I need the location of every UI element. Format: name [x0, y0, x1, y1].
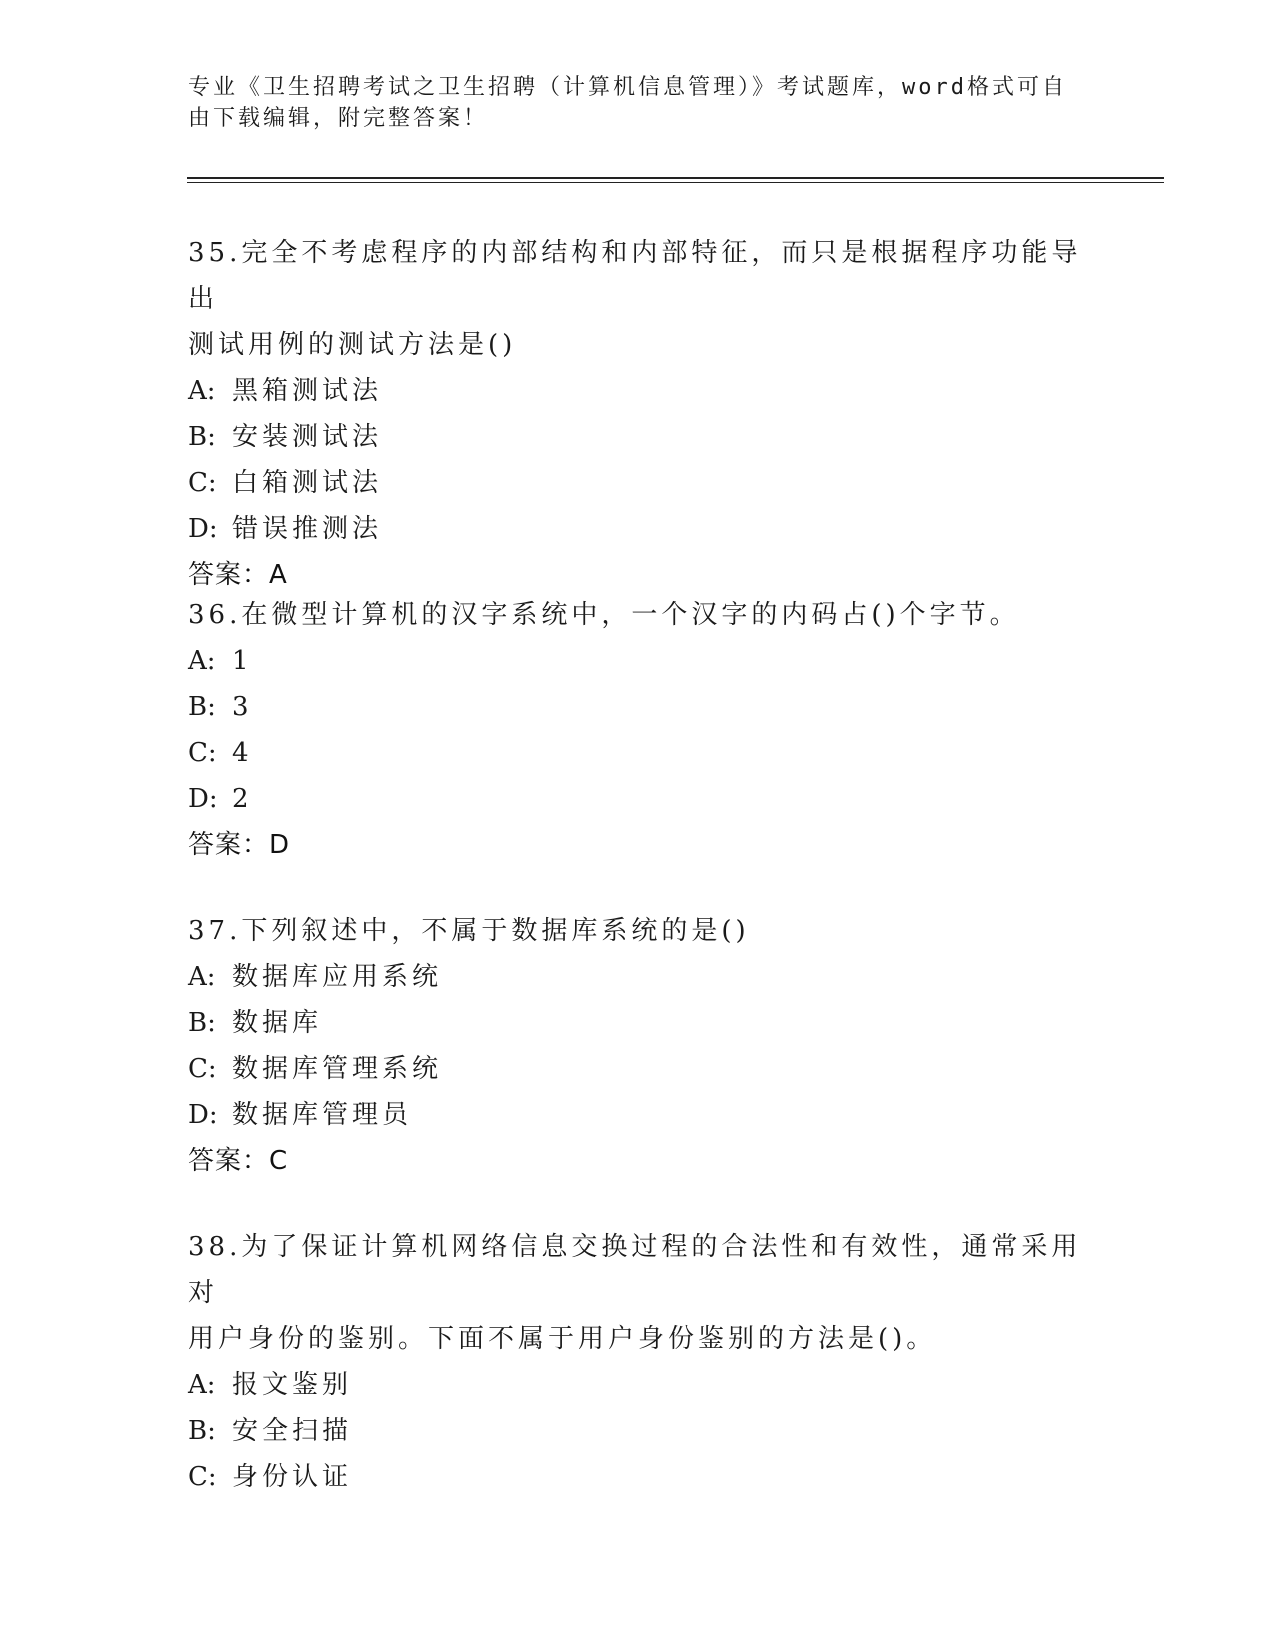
option-a	[188, 638, 1088, 684]
option-b	[188, 1408, 1088, 1454]
option-text: 2	[232, 784, 253, 814]
option-text: 4	[232, 738, 253, 768]
option-text: 安装测试法	[232, 422, 383, 452]
question-stem-line-2: 用户身份的鉴别。下面不属于用户身份鉴别的方法是()。	[188, 1324, 937, 1354]
option-b	[188, 414, 1088, 460]
option-text: 1	[232, 646, 253, 676]
option-letter: C:	[188, 738, 217, 768]
question-stem-line-1: 35.完全不考虑程序的内部结构和内部特征，而只是根据程序功能导出	[188, 238, 1082, 314]
option-b	[188, 684, 1088, 730]
option-d	[188, 776, 1088, 822]
option-c	[188, 1046, 1088, 1092]
option-letter: D:	[188, 784, 218, 814]
option-letter: A:	[188, 962, 216, 992]
question-35	[188, 230, 1088, 598]
option-letter: C:	[188, 1054, 217, 1084]
option-letter: B:	[188, 422, 216, 452]
question-36	[188, 592, 1088, 868]
header-divider-thick	[187, 177, 1164, 179]
option-letter: D:	[188, 1100, 218, 1130]
answer-label: 答案：C	[188, 1146, 289, 1176]
option-text: 错误推测法	[232, 514, 383, 544]
question-stem-line-1: 37.下列叙述中，不属于数据库系统的是()	[188, 916, 750, 946]
header-line-1: 专业《卫生招聘考试之卫生招聘（计算机信息管理）》考试题库，word格式可自	[188, 75, 1067, 100]
option-c	[188, 730, 1088, 776]
question-38	[188, 1224, 1088, 1500]
option-letter: B:	[188, 1416, 216, 1446]
option-text: 数据库管理员	[232, 1100, 413, 1130]
option-d	[188, 1092, 1088, 1138]
option-letter: C:	[188, 468, 217, 498]
option-text: 数据库应用系统	[232, 962, 443, 992]
option-b	[188, 1000, 1088, 1046]
option-c	[188, 1454, 1088, 1500]
option-letter: A:	[188, 376, 216, 406]
question-37	[188, 908, 1088, 1184]
option-letter: B:	[188, 1008, 216, 1038]
option-text: 身份认证	[232, 1462, 353, 1492]
option-text: 黑箱测试法	[232, 376, 383, 406]
answer-label: 答案：D	[188, 830, 291, 860]
header-line-2: 由下载编辑，附完整答案！	[188, 106, 489, 131]
option-a	[188, 954, 1088, 1000]
answer-label: 答案：A	[188, 560, 288, 590]
header-divider-thin	[187, 182, 1164, 183]
option-letter: B:	[188, 692, 216, 722]
document-header	[188, 72, 1088, 134]
option-text: 安全扫描	[232, 1416, 353, 1446]
question-stem-line-2: 测试用例的测试方法是()	[188, 330, 517, 360]
option-letter: A:	[188, 646, 216, 676]
option-letter: C:	[188, 1462, 217, 1492]
option-text: 白箱测试法	[232, 468, 383, 498]
question-stem-line-1: 38.为了保证计算机网络信息交换过程的合法性和有效性，通常采用对	[188, 1232, 1082, 1308]
question-stem-line-1: 36.在微型计算机的汉字系统中，一个汉字的内码占()个字节。	[188, 600, 1020, 630]
option-letter: D:	[188, 514, 218, 544]
option-d	[188, 506, 1088, 552]
option-letter: A:	[188, 1370, 216, 1400]
option-a	[188, 1362, 1088, 1408]
option-text: 数据库	[232, 1008, 323, 1038]
option-text: 数据库管理系统	[232, 1054, 443, 1084]
option-a	[188, 368, 1088, 414]
option-text: 报文鉴别	[232, 1370, 353, 1400]
option-c	[188, 460, 1088, 506]
option-text: 3	[232, 692, 253, 722]
